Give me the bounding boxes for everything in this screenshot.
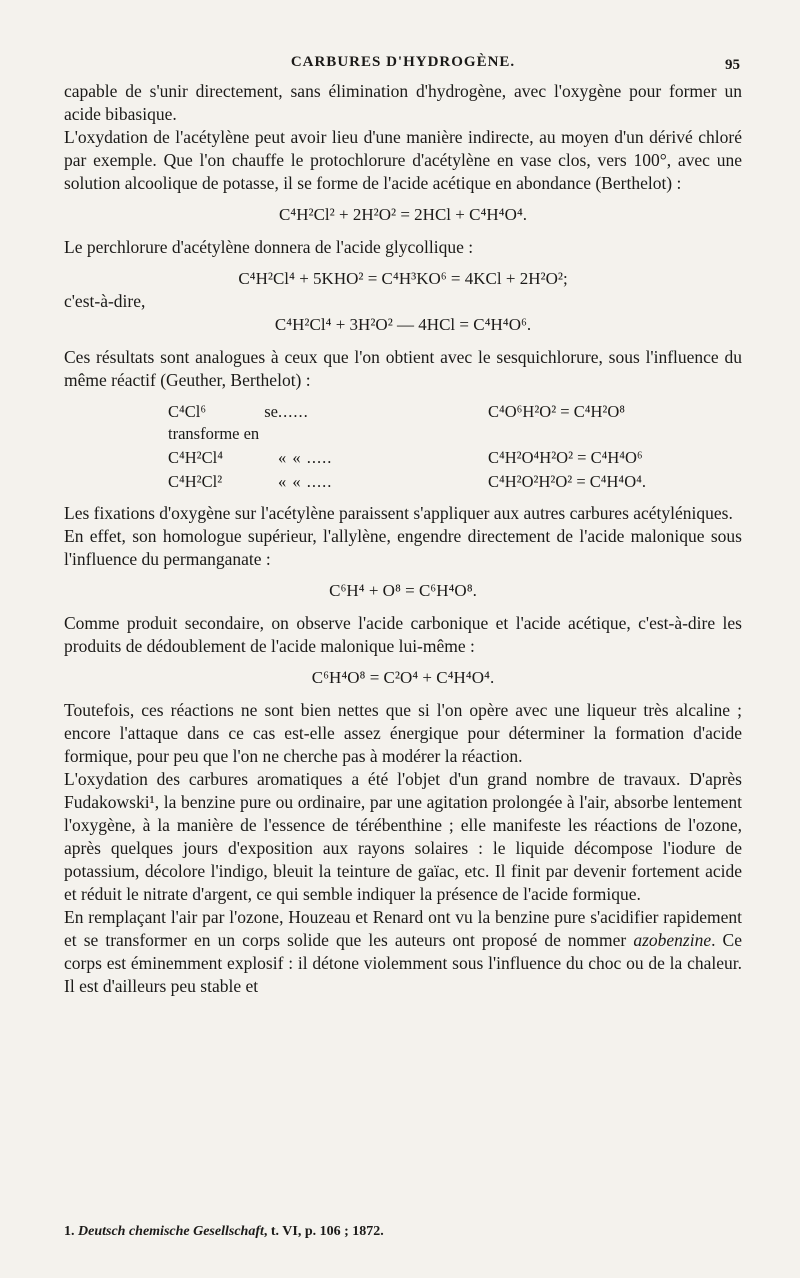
paragraph: Ces résultats sont analogues à ceux que l'on obtient avec le sesquichlorure, sous l'influence du même réactif (Geuther, Berthelot) : bbox=[64, 347, 742, 390]
paragraph: capable de s'unir directement, sans élimination d'hydrogène, avec l'oxygène pour former un acide bibasique. bbox=[64, 81, 742, 124]
reaction-product: C⁴H²O²H²O² = C⁴H⁴O⁴. bbox=[488, 472, 646, 491]
chemical-equation: C⁶H⁴O⁸ = C²O⁴ + C⁴H⁴O⁴. bbox=[311, 668, 495, 687]
reaction-connector: « « ..... bbox=[278, 472, 333, 491]
header-title: CARBURES D'HYDROGÈNE. bbox=[290, 54, 516, 70]
reaction-reactant: C⁴H²Cl⁴ bbox=[168, 448, 223, 467]
reaction-connector: ...... bbox=[278, 402, 309, 421]
reaction-row bbox=[168, 400, 646, 446]
running-header bbox=[64, 54, 742, 80]
reaction-reactant: C⁴H²Cl² bbox=[168, 472, 223, 491]
footnote-number: 1. bbox=[64, 1224, 75, 1239]
paragraph: Les fixations d'oxygène sur l'acétylène paraissent s'appliquer aux autres carbures acétyléniques. bbox=[64, 503, 733, 523]
footnote-source: Deutsch chemische Gesellschaft bbox=[78, 1224, 264, 1239]
paragraph: L'oxydation des carbures aromatiques a été l'objet d'un grand nombre de travaux. D'après Fudakowski¹, la benzine pure ou ordinaire, par une agitation prolongée à l'air, absorbe lentement l'oxygène, à la manière de l'essence de térébenthine ; elle manifeste les réactions de l'ozone, après quelques jours d'exposition aux rayons solaires : le liquide décompose l'iodure de potassium, décolore l'indigo, bleuit la teinture de gaïac, etc. Il finit par devenir fortement acide et réduit le nitrate d'argent, ce qui semble indiquer la présence de l'acide formique. bbox=[64, 769, 742, 904]
paragraph: L'oxydation de l'acétylène peut avoir lieu d'une manière indirecte, au moyen d'un dérivé chloré par exemple. Que l'on chauffe le protochlorure d'acétylène en vase clos, vers 100°, avec une solution alcoolique de potasse, il se forme de l'acide acétique en abondance (Berthelot) : bbox=[64, 127, 742, 193]
chemical-equation: C⁴H²Cl⁴ + 3H²O² — 4HCl = C⁴H⁴O⁶. bbox=[274, 315, 532, 334]
reaction-product: C⁴H²O⁴H²O² = C⁴H⁴O⁶ bbox=[488, 448, 643, 467]
reaction-table bbox=[168, 400, 646, 494]
chemical-equation: C⁴H²Cl² + 2H²O² = 2HCl + C⁴H⁴O⁴. bbox=[278, 205, 528, 224]
main-text bbox=[64, 80, 742, 998]
chemical-equation: C⁶H⁴ + O⁸ = C⁶H⁴O⁸. bbox=[329, 581, 477, 600]
paragraph: c'est-à-dire, bbox=[64, 291, 146, 311]
reaction-row bbox=[168, 470, 646, 494]
italic-term: azobenzine bbox=[633, 930, 712, 950]
paragraph: Toutefois, ces réactions ne sont bien nettes que si l'on opère avec une liqueur très alcaline ; encore l'attaque dans ce cas est-elle assez énergique pour déterminer la formation d'acide formique, pour peu que l'on ne cherche pas à modérer la réaction. bbox=[64, 700, 742, 766]
reaction-reactant: C⁴Cl⁶ se transforme en bbox=[168, 402, 278, 443]
footnote bbox=[64, 1224, 384, 1240]
page-number: 95 bbox=[725, 57, 740, 73]
chemical-equation: C⁴H²Cl⁴ + 5KHO² = C⁴H³KO⁶ = 4KCl + 2H²O²; bbox=[238, 269, 568, 288]
paragraph bbox=[64, 906, 742, 998]
paragraph-text: . Ce corps est éminemment explosif : il détone violemment sous l'influence du choc ou de la chaleur. Il est d'ailleurs peu stable et bbox=[64, 930, 742, 996]
paragraph-text: En remplaçant l'air par l'ozone, Houzeau et Renard ont vu la benzine pure s'acidifier rapidement et se transformer en un corps solide que les auteurs ont proposé de nommer bbox=[64, 907, 742, 950]
reaction-connector: « « ..... bbox=[278, 448, 333, 467]
paragraph: Comme produit secondaire, on observe l'acide carbonique et l'acide acétique, c'est-à-dire les produits de dédoublement de l'acide malonique lui-même : bbox=[64, 613, 742, 656]
paragraph: Le perchlorure d'acétylène donnera de l'acide glycollique : bbox=[64, 237, 474, 257]
reaction-row bbox=[168, 446, 646, 470]
footnote-ref: , t. VI, p. 106 ; 1872. bbox=[263, 1224, 384, 1239]
paragraph: En effet, son homologue supérieur, l'allylène, engendre directement de l'acide malonique sous l'influence du permanganate : bbox=[64, 526, 742, 569]
reaction-product: C⁴O⁶H²O² = C⁴H²O⁸ bbox=[488, 402, 625, 421]
